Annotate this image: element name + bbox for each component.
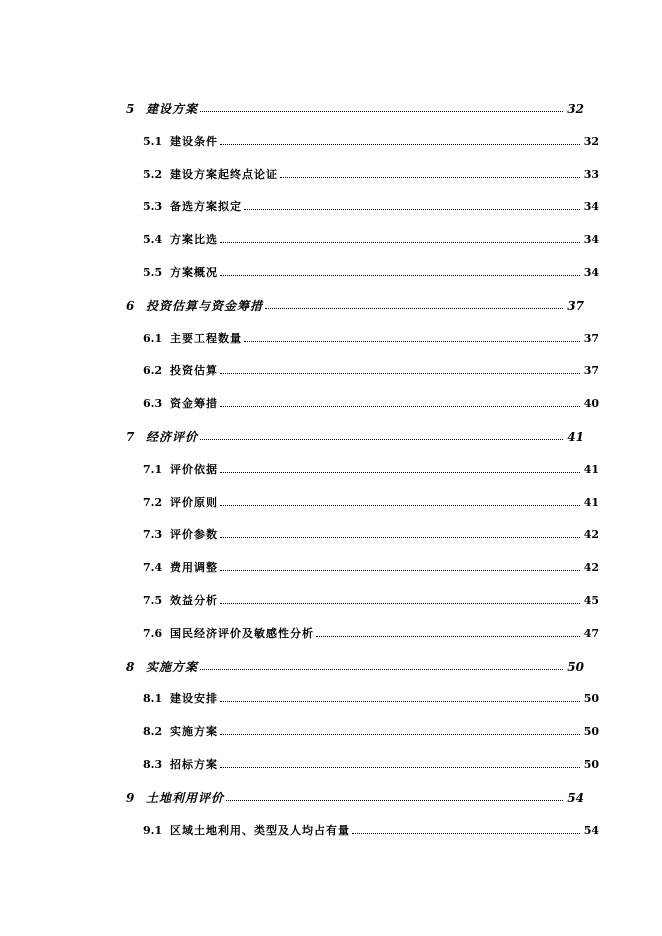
- toc-dot-leader: [265, 307, 563, 309]
- toc-entry-number: 6.2: [143, 364, 163, 378]
- toc-dot-leader: [200, 438, 563, 440]
- toc-entry-number: 5.2: [143, 167, 163, 181]
- toc-section-row[interactable]: [143, 690, 599, 706]
- toc-entry-number: 7: [126, 430, 135, 444]
- toc-section-row[interactable]: [143, 723, 599, 739]
- toc-page-number: 41: [583, 462, 599, 476]
- toc-dot-leader: [200, 668, 563, 670]
- toc-entry-title: 实施方案: [170, 725, 218, 739]
- toc-section-row[interactable]: [143, 330, 599, 346]
- toc-dot-leader: [220, 405, 580, 407]
- toc-dot-leader: [316, 635, 580, 637]
- toc-page-number: 45: [583, 594, 599, 607]
- toc-entry-number: 8: [126, 659, 135, 674]
- toc-entry-title: 方案比选: [170, 233, 218, 247]
- toc-section-row[interactable]: [143, 592, 599, 608]
- toc-entry-title: 评价原则: [170, 495, 218, 509]
- toc-page-number: 50: [567, 659, 584, 674]
- toc-entry-title: 实施方案: [146, 659, 199, 674]
- toc-page-number: 34: [583, 266, 599, 279]
- toc-chapter-row[interactable]: [126, 428, 584, 444]
- toc-entry-title: 建设条件: [170, 134, 218, 148]
- toc-section-row[interactable]: [143, 133, 599, 149]
- toc-entry-title: 国民经济评价及敏感性分析: [170, 626, 314, 640]
- toc-section-row[interactable]: [143, 559, 599, 575]
- toc-dot-leader: [220, 504, 580, 506]
- toc-page-number: 54: [567, 790, 584, 805]
- toc-dot-leader: [226, 799, 563, 801]
- toc-page-number: 50: [583, 692, 599, 706]
- toc-dot-leader: [244, 208, 580, 210]
- toc-page-number: 40: [583, 397, 599, 411]
- toc-dot-leader: [220, 733, 580, 735]
- toc-entry-number: 7.5: [143, 594, 163, 607]
- toc-dot-leader: [220, 536, 580, 538]
- toc-page-number: 37: [583, 364, 599, 378]
- toc-section-row[interactable]: [143, 362, 599, 378]
- toc-dot-leader: [220, 372, 580, 374]
- toc-entry-number: 6.3: [143, 397, 163, 411]
- toc-chapter-row[interactable]: [126, 789, 584, 805]
- toc-section-row[interactable]: [143, 231, 599, 247]
- toc-page-number: 42: [583, 561, 599, 575]
- toc-page-number: 33: [583, 167, 599, 181]
- toc-entry-number: 8.2: [143, 725, 163, 739]
- toc-section-row[interactable]: [143, 395, 599, 411]
- toc-section-row[interactable]: [143, 822, 599, 838]
- toc-entry-title: 主要工程数量: [170, 331, 242, 345]
- toc-section-row[interactable]: [143, 264, 599, 280]
- toc-entry-number: 7.1: [143, 462, 163, 476]
- toc-section-row[interactable]: [143, 625, 599, 641]
- toc-entry-title: 资金筹措: [170, 397, 218, 411]
- toc-dot-leader: [220, 274, 580, 276]
- toc-chapter-row[interactable]: [126, 658, 584, 674]
- toc-section-row[interactable]: [143, 494, 599, 510]
- toc-entry-number: 9.1: [143, 823, 163, 837]
- toc-page-number: 47: [583, 626, 599, 640]
- toc-section-row[interactable]: [143, 461, 599, 477]
- toc-entry-title: 经济评价: [146, 430, 199, 444]
- toc-entry-number: 6.1: [143, 331, 163, 345]
- toc-entry-title: 招标方案: [170, 758, 218, 771]
- toc-entry-number: 8.1: [143, 692, 163, 706]
- toc-entry-title: 建设方案: [146, 102, 199, 116]
- toc-page-number: 34: [583, 200, 599, 214]
- toc-entry-number: 7.4: [143, 561, 163, 575]
- toc-page-number: 54: [583, 823, 599, 837]
- toc-entry-title: 投资估算与资金筹措: [146, 298, 264, 313]
- toc-entry-title: 建设安排: [170, 692, 218, 706]
- toc-dot-leader: [244, 340, 580, 342]
- toc-entry-number: 5.1: [143, 134, 163, 148]
- toc-dot-leader: [220, 143, 580, 145]
- toc-entry-title: 评价参数: [170, 528, 218, 542]
- toc-entry-title: 方案概况: [170, 266, 218, 279]
- toc-dot-leader: [220, 602, 580, 604]
- toc-section-row[interactable]: [143, 166, 599, 182]
- toc-dot-leader: [200, 110, 563, 112]
- toc-entry-title: 土地利用评价: [146, 790, 225, 805]
- toc-dot-leader: [220, 569, 580, 571]
- toc-entry-number: 8.3: [143, 758, 163, 771]
- toc-chapter-row[interactable]: [126, 297, 584, 313]
- toc-page-number: 50: [583, 758, 599, 771]
- toc-entry-title: 建设方案起终点论证: [170, 167, 278, 181]
- toc-page-number: 32: [567, 102, 584, 116]
- toc-entry-title: 区域土地利用、类型及人均占有量: [170, 823, 350, 837]
- toc-page-number: 41: [583, 495, 599, 509]
- toc-page-number: 42: [583, 528, 599, 542]
- toc-entry-number: 7.2: [143, 495, 163, 509]
- toc-chapter-row[interactable]: [126, 100, 584, 116]
- toc-dot-leader: [220, 700, 580, 702]
- toc-entry-number: 5.3: [143, 200, 163, 214]
- toc-page-number: 50: [583, 725, 599, 739]
- toc-section-row[interactable]: [143, 198, 599, 214]
- toc-entry-number: 5.5: [143, 266, 163, 279]
- toc-entry-title: 投资估算: [170, 364, 218, 378]
- toc-entry-number: 9: [126, 790, 135, 805]
- toc-dot-leader: [220, 766, 580, 768]
- toc-page-number: 41: [567, 430, 584, 444]
- toc-entry-title: 效益分析: [170, 594, 218, 607]
- toc-entry-number: 7.3: [143, 528, 163, 542]
- toc-entry-number: 5: [126, 102, 135, 116]
- toc-dot-leader: [220, 241, 580, 243]
- toc-dot-leader: [280, 176, 580, 178]
- toc-page-number: 37: [583, 331, 599, 345]
- toc-dot-leader: [352, 832, 580, 834]
- toc-page-number: 34: [583, 233, 599, 247]
- toc-entry-number: 6: [126, 298, 135, 313]
- toc-entry-title: 备选方案拟定: [170, 200, 242, 214]
- toc-page-number: 37: [567, 298, 584, 313]
- toc-entry-title: 费用调整: [170, 561, 218, 575]
- toc-entry-title: 评价依据: [170, 462, 218, 476]
- toc-dot-leader: [220, 471, 580, 473]
- toc-section-row[interactable]: [143, 756, 599, 772]
- toc-entry-number: 5.4: [143, 233, 163, 247]
- toc-section-row[interactable]: [143, 526, 599, 542]
- toc-entry-number: 7.6: [143, 626, 163, 640]
- toc-page-number: 32: [583, 134, 599, 148]
